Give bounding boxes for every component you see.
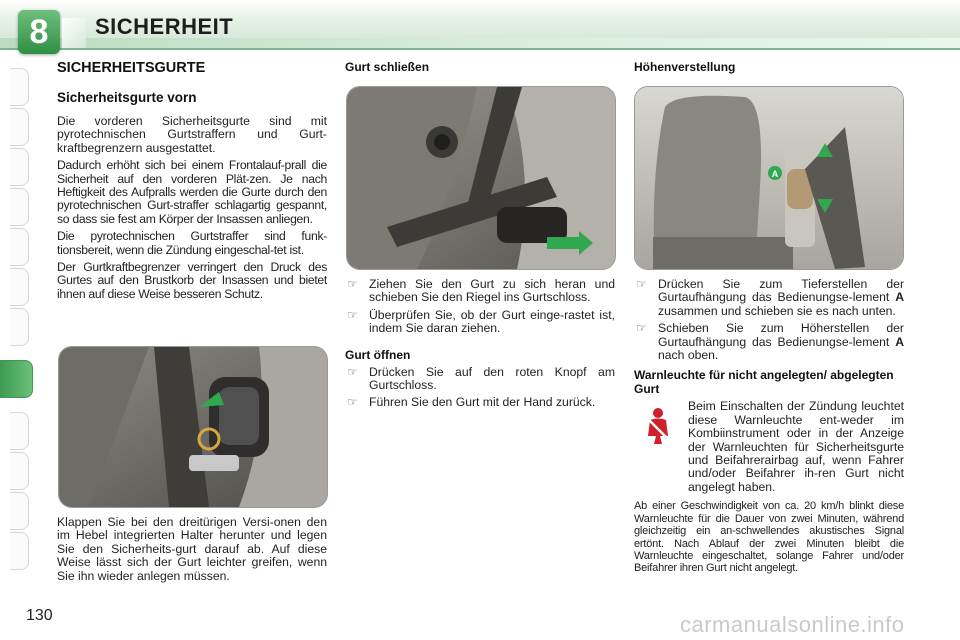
- warning-fine-print: Ab einer Geschwindigkeit von ca. 20 km/h blinkt diese Warnleuchte für die Dauer von zwei Minuten, während gleichzeitig ein an-schwellendes akustisches Signal ertönt. Nach Ablauf der zwei Minuten bleibt die Warnleuchte eingeschaltet, solange Fahrer und/oder Beifahrer ihren Gurt nicht angelegt.: [634, 500, 904, 575]
- height-step-2-post: nach oben.: [658, 348, 719, 363]
- warning-text: Beim Einschalten der Zündung leuchtet diese Warnleuchte ent-weder im Kombiinstrument oder in der Anzeige der Warnleuchten für Sicherheitsgurte und Beifahrerairbag auf, wenn Fahrer und/oder Beifahrer ih-ren Gurt nicht angelegt haben.: [688, 399, 904, 494]
- height-step-1-post: zusammen und schieben sie es nach unten.: [658, 303, 896, 318]
- height-step-2-pre: Schieben Sie zum Höherstellen der Gurtaufhängung das Bedienungse-lement: [658, 321, 904, 349]
- pointing-hand-bullet-icon: ☞: [636, 277, 647, 291]
- chapter-tab-6[interactable]: [10, 268, 29, 306]
- close-step-1-text: Ziehen Sie den Gurt zu sich heran und schieben Sie den Riegel ins Gurtschloss.: [369, 277, 615, 305]
- pointing-hand-bullet-icon: ☞: [636, 321, 647, 336]
- heading-open-belt: Gurt öffnen: [345, 347, 411, 362]
- close-steps-list: [345, 278, 615, 336]
- chapter-tab-8-active[interactable]: [0, 360, 33, 398]
- close-step-2-text: Überprüfen Sie, ob der Gurt einge-rastet ist, indem Sie daran ziehen.: [369, 307, 615, 336]
- caption-block: [57, 516, 327, 587]
- photo-seatbelt-holder: [58, 346, 328, 508]
- close-steps: [345, 278, 615, 416]
- chapter-tab-7[interactable]: [10, 308, 29, 346]
- page-number: 130: [26, 607, 53, 624]
- close-step-2: [345, 309, 615, 336]
- chapter-tab-decoration: [62, 18, 86, 48]
- chapter-tab-3[interactable]: [10, 148, 29, 186]
- chapter-tab-5[interactable]: [10, 228, 29, 266]
- height-step-1-key: A: [895, 290, 904, 305]
- force-limiter-paragraph: Der Gurtkraftbegrenzer verringert den Druck des Gurtes auf den Brustkorb der Insassen und bietet ihnen auf diese Weise besseren Schutz.: [57, 260, 327, 301]
- photo-buckle: [346, 86, 616, 270]
- column-middle: [345, 60, 615, 78]
- pointing-hand-bullet-icon: ☞: [347, 364, 358, 379]
- pointing-hand-bullet-icon: ☞: [347, 277, 358, 291]
- height-steps: [634, 278, 904, 579]
- chapter-tab-9[interactable]: [10, 412, 29, 450]
- chapter-tab-12[interactable]: [10, 532, 29, 570]
- chapter-tab-4[interactable]: [10, 188, 29, 226]
- open-step-1-text: Drücken Sie auf den roten Knopf am Gurtschloss.: [369, 364, 615, 393]
- photo-height-adjust: [634, 86, 904, 270]
- pretensioner-paragraph: Die pyrotechnischen Gurtstraffer sind funk-tionsbereit, wenn die Zündung eingeschal-tet ist.: [57, 229, 327, 257]
- column-right: [634, 60, 904, 78]
- pointing-hand-bullet-icon: ☞: [347, 307, 358, 322]
- column-left: [57, 60, 327, 305]
- open-step-1: [345, 366, 615, 393]
- heading-close-belt: Gurt schließen: [345, 60, 430, 74]
- height-step-1: [634, 278, 904, 318]
- close-step-1: [345, 278, 615, 305]
- pointing-hand-bullet-icon: ☞: [347, 395, 358, 410]
- section-title: SICHERHEITSGURTE: [57, 60, 206, 76]
- open-step-2: [345, 396, 615, 409]
- chapter-tab-2[interactable]: [10, 108, 29, 146]
- watermark: carmanualsonline.info: [680, 612, 905, 637]
- photo-caption: Klappen Sie bei den dreitürigen Versi-onen den im Hebel integrierten Halter herunter und legen Sie den Sicherheits-gurt darauf ab. Auf diese Weise lässt sich der Gurt leichter greifen, wenn Sie ihn wieder anlegen müssen.: [57, 515, 327, 583]
- height-step-2: [634, 322, 904, 362]
- seatbelt-warning-icon: [638, 406, 678, 446]
- chapter-tab-rail: [0, 60, 34, 580]
- height-steps-list: [634, 278, 904, 362]
- impact-paragraph: Dadurch erhöht sich bei einem Frontalauf-prall die Sicherheit auf den vorderen Plät-zen. Je nach Heftigkeit des Aufpralls werden die Gurte durch den pyrotechnischen Gurt-straffer schlagartig gespannt, so dass sie fest am Körper der Insassen anliegen.: [57, 158, 327, 226]
- chapter-tab-11[interactable]: [10, 492, 29, 530]
- open-step-2-text: Führen Sie den Gurt mit der Hand zurück.: [369, 395, 596, 410]
- intro-paragraph: Die vorderen Sicherheitsgurte sind mit pyrotechnischen Gurtstraffern und Gurt-kraftbegrenzern ausgestattet.: [57, 114, 327, 155]
- height-step-1-pre: Drücken Sie zum Tieferstellen der Gurtaufhängung das Bedienungse-lement: [658, 277, 904, 305]
- heading-height-adjust: Höhenverstellung: [634, 60, 736, 74]
- chapter-number-badge: 8: [18, 10, 60, 54]
- chapter-tab-10[interactable]: [10, 452, 29, 490]
- page-heading: SICHERHEIT: [95, 14, 234, 39]
- heading-warning-lamp: Warnleuchte für nicht angelegten/ abgelegten Gurt: [634, 368, 894, 397]
- height-step-2-key: A: [895, 334, 904, 349]
- subsection-title: Sicherheitsgurte vorn: [57, 90, 197, 105]
- chapter-tab-1[interactable]: [10, 68, 29, 106]
- photo-label-a: A: [771, 169, 779, 179]
- open-steps-list: [345, 366, 615, 410]
- warning-block: [634, 400, 904, 494]
